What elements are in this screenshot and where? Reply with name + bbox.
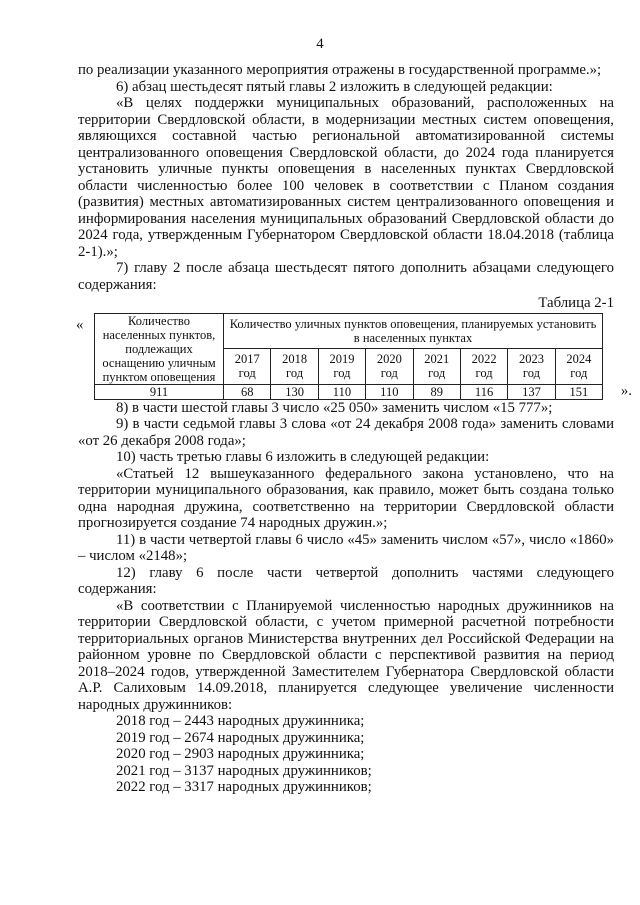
paragraph: 8) в части шестой главы 3 число «25 050» заменить числом «15 777»; (116, 399, 553, 416)
paragraph: 12) главу 6 после части четвертой дополнить частями следующего содержания: (78, 564, 614, 597)
value-cell: 110 (366, 384, 413, 399)
table-close-quote: ». (620, 383, 632, 399)
year-cell: 2021 год (413, 349, 460, 385)
value-cell: 110 (318, 384, 365, 399)
table-caption: Таблица 2-1 (538, 295, 614, 311)
list-item: 2020 год – 2903 народных дружинника; (116, 746, 365, 762)
total-cell: 911 (95, 384, 224, 399)
group-header-cell: Количество уличных пунктов оповещения, планируемых установить в населенных пунктах (224, 313, 603, 349)
year-cell: 2020 год (366, 349, 413, 385)
year-cell: 2019 год (318, 349, 365, 385)
list-item: 2022 год – 3317 народных дружинников; (116, 779, 372, 795)
paragraph: 6) абзац шестьдесят пятый главы 2 изложить в следующей редакции: (116, 78, 553, 95)
page-number: 4 (316, 36, 324, 52)
table-header-row (95, 313, 603, 349)
list-item: 2021 год – 3137 народных дружинников; (116, 762, 372, 779)
year-cell: 2018 год (271, 349, 318, 385)
list-item: 2018 год – 2443 народных дружинника; (116, 713, 365, 729)
table-wrapper (76, 313, 632, 400)
paragraph: «В целях поддержки муниципальных образований, расположенных на территории Свердловской области, в модернизации местных систем оповещения, являющихся составной частью региональной автоматизированной системы централизованного оповещения Свердловской области, до 2024 года планируется установить уличные пункты оповещения в населенных пунктах Свердловской области численностью более 100 человек в соответствии с Планом создания (развития) местных автоматизированных систем централизованного оповещения и информирования населения муниципальных образований Свердловской области до 2024 года, утвержденным Губернатором Свердловской области 18.04.2018 (таблица 2-1).»; (78, 95, 614, 260)
paragraph: 10) часть третью главы 6 изложить в следующей редакции: (116, 449, 490, 465)
value-cell: 137 (508, 384, 555, 399)
value-cell: 130 (271, 384, 318, 399)
table-row (95, 384, 603, 399)
year-cell: 2017 год (224, 349, 271, 385)
paragraph: по реализации указанного мероприятия отражены в государственной программе.»; (78, 62, 602, 78)
year-cell: 2023 год (508, 349, 555, 385)
list-item: 2019 год – 2674 народных дружинника; (116, 729, 365, 746)
paragraph: 9) в части седьмой главы 3 слова «от 24 декабря 2008 года» заменить словами «от 26 декабря 2008 года»; (78, 416, 614, 449)
list (78, 713, 614, 796)
row-header-cell: Количество населенных пунктов, подлежащих оснащению уличным пунктом оповещения (95, 313, 224, 384)
document-body (76, 62, 632, 796)
paragraph: «В соответствии с Планируемой численностью народных дружинников на территории Свердловской области, с учетом примерной расчетной потребности территориальных органов Министерства внутренних дел Российской Федерации на районном уровне по Свердловской области с перспективой развития на период 2018–2024 годов, утвержденной Заместителем Губернатора Свердловской области А.Р. Салиховым 14.09.2018, планируется следующее увеличение численности народных дружинников: (78, 597, 614, 713)
value-cell: 68 (224, 384, 271, 399)
year-cell: 2024 год (555, 349, 602, 385)
table-2-1 (94, 313, 603, 400)
value-cell: 151 (555, 384, 602, 399)
table-open-quote: « (76, 316, 84, 333)
value-cell: 89 (413, 384, 460, 399)
value-cell: 116 (460, 384, 507, 399)
paragraph: 11) в части четвертой главы 6 число «45» заменить числом «57», число «1860» – числом «2148»; (78, 531, 614, 564)
paragraph: «Статьей 12 вышеуказанного федерального закона установлено, что на территории муниципального образования, как правило, может быть создана только одна народная дружина, соответственно на территории Свердловской области прогнозируется создание 74 народных дружин.»; (78, 465, 614, 531)
paragraph: 7) главу 2 после абзаца шестьдесят пятого дополнить абзацами следующего содержания: (78, 260, 614, 293)
year-cell: 2022 год (460, 349, 507, 385)
